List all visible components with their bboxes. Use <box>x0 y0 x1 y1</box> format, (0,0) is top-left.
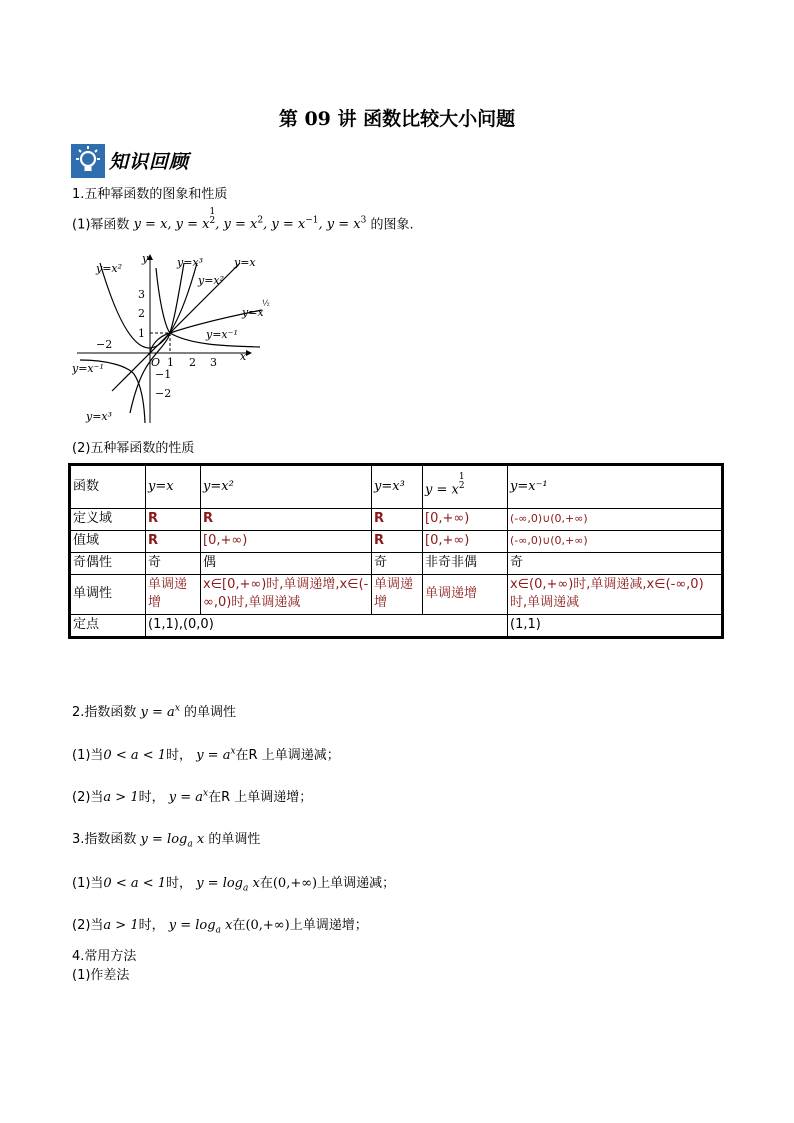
table-cell: 奇 <box>146 552 201 574</box>
tick-y-3: 3 <box>138 288 145 301</box>
origin-label: O <box>151 356 161 369</box>
table-cell: R <box>372 509 423 531</box>
label-y-xinv-left: y=x⁻¹ <box>72 362 104 375</box>
formula: $y = a^x$ <box>140 703 180 720</box>
text-span: 2.指数函数 <box>72 705 137 720</box>
table-cell: y=x⁻¹ <box>508 465 723 509</box>
section1-item2: (2)五种幂函数的性质 <box>72 441 195 456</box>
tick-x-2: 2 <box>189 356 196 369</box>
table-cell: (1,1) <box>508 615 723 638</box>
table-cell: 单调性 <box>70 574 146 615</box>
table-row <box>70 530 723 552</box>
section3-heading <box>72 828 260 850</box>
item1-prefix: (1)幂函数 <box>72 217 130 233</box>
table-row <box>70 552 723 574</box>
text-span: (1)当 <box>72 748 104 763</box>
axis-label-x: x <box>240 350 247 363</box>
axis-label-y: y <box>142 252 149 265</box>
formula: 0 < a < 1 <box>103 748 167 763</box>
power-functions-formula: y = x, y = x 1 2 , $y = x^2$, $y = x^{-1}$, $y = x^3$ <box>133 207 367 233</box>
table-cell: R <box>146 530 201 552</box>
table-cell: 定义域 <box>70 509 146 531</box>
text-span: (2)当 <box>72 918 104 933</box>
banner-title: 知识回顾 <box>109 151 190 173</box>
table-cell: (-∞,0)∪(0,+∞) <box>508 509 723 531</box>
tick-x-3: 3 <box>210 356 217 369</box>
table-cell: (-∞,0)∪(0,+∞) <box>508 530 723 552</box>
table-cell: x∈[0,+∞)时,单调递增,x∈(-∞,0)时,单调递减 <box>201 574 372 615</box>
table-cell: 奇偶性 <box>70 552 146 574</box>
table-row <box>70 509 723 531</box>
text-span: 的单调性 <box>184 705 237 720</box>
power-function-properties-table <box>68 463 724 639</box>
formula: (0,+∞) <box>245 918 290 933</box>
table-cell: R <box>201 509 372 531</box>
item1-suffix: 的图象. <box>370 217 414 233</box>
table-cell: 单调递增 <box>423 574 508 615</box>
text-span: 上单调递减； <box>317 876 396 891</box>
table-cell: 函数 <box>70 465 146 509</box>
section2-heading <box>72 701 236 720</box>
tick-y-1: 1 <box>138 327 145 340</box>
table-cell: 单调递增 <box>372 574 423 615</box>
section2-item2 <box>72 786 312 805</box>
text-span: (1)当 <box>72 876 104 891</box>
formula: 0 < a < 1 <box>103 876 167 891</box>
text-span: 时， <box>138 918 165 933</box>
table-cell: y=x³ <box>372 465 423 509</box>
table-cell: [0,+∞) <box>423 530 508 552</box>
label-y-xhalf-exp: ½ <box>262 299 270 308</box>
text-span: 的单调性 <box>208 832 261 847</box>
curve-x2 <box>100 263 197 348</box>
label-y-xinv-right: y=x⁻¹ <box>206 328 238 341</box>
text-span: 在R 上单调递减； <box>235 748 340 763</box>
text-span: 3.指数函数 <box>72 832 137 847</box>
section2-item1 <box>72 744 340 763</box>
knowledge-review-banner <box>71 140 189 178</box>
formula: (0,+∞) <box>272 876 318 891</box>
formula: $y = \log_a x$ <box>196 876 260 894</box>
text-span: 在R 上单调递增； <box>208 790 313 805</box>
tick-y-minus2: −2 <box>155 387 172 400</box>
table-cell: 奇 <box>508 552 723 574</box>
table-cell: 值域 <box>70 530 146 552</box>
table-cell: x∈(0,+∞)时,单调递减,x∈(-∞,0)时,单调递减 <box>508 574 723 615</box>
tick-y-minus1: −1 <box>155 368 172 381</box>
label-y-x3-top: y=x³ <box>177 256 204 269</box>
section1-item1 <box>72 208 414 232</box>
power-function-graph <box>72 248 282 428</box>
table-cell: 非奇非偶 <box>423 552 508 574</box>
table-cell: R <box>372 530 423 552</box>
label-y-x: y=x <box>234 256 256 269</box>
label-y-x2-left: y=x² <box>96 262 123 275</box>
table-cell: [0,+∞) <box>423 509 508 531</box>
section4-heading: 4.常用方法 <box>72 949 137 964</box>
text-span: (2)当 <box>72 790 104 805</box>
label-y-x3-bottom: y=x³ <box>86 410 113 423</box>
section3-item1 <box>72 872 395 894</box>
table-cell: y=x² <box>201 465 372 509</box>
table-cell: 偶 <box>201 552 372 574</box>
label-y-xhalf: y=x <box>242 306 264 319</box>
table-row <box>70 574 723 615</box>
text-span: 时， <box>166 748 193 763</box>
table-cell: R <box>146 509 201 531</box>
table-cell: (1,1),(0,0) <box>146 615 508 638</box>
formula: $y = a^x$ <box>168 788 209 805</box>
tick-x-1: 1 <box>167 356 174 369</box>
table-cell: 单调递增 <box>146 574 201 615</box>
table-cell: 定点 <box>70 615 146 638</box>
page-title: 第 09 讲 函数比较大小问题 <box>278 108 516 130</box>
table-row <box>70 465 723 509</box>
table-cell: 奇 <box>372 552 423 574</box>
text-span: 在 <box>259 876 273 891</box>
formula: $y = a^x$ <box>196 746 236 763</box>
tick-y-2: 2 <box>138 307 145 320</box>
formula: $y = \log_a x$ <box>140 832 205 850</box>
table-cell: y=x <box>146 465 201 509</box>
formula: a > 1 <box>103 790 139 805</box>
table-cell: y = x 1 2 <box>423 465 508 509</box>
tick-x-minus2: −2 <box>96 338 113 351</box>
formula: $y = \log_a x$ <box>168 918 233 936</box>
text-span: 时， <box>166 876 193 891</box>
table-cell: [0,+∞) <box>201 530 372 552</box>
formula: a > 1 <box>103 918 139 933</box>
text-span: 上单调递增； <box>289 918 368 933</box>
lightbulb-icon <box>71 144 105 178</box>
label-y-x2-mid: y=x² <box>198 274 225 287</box>
table-row <box>70 615 723 638</box>
text-span: 在 <box>232 918 246 933</box>
section3-item2 <box>72 914 368 936</box>
section1-heading: 1.五种幂函数的图象和性质 <box>72 187 228 202</box>
text-span: 时， <box>138 790 165 805</box>
section4-item1: (1)作差法 <box>72 968 130 983</box>
